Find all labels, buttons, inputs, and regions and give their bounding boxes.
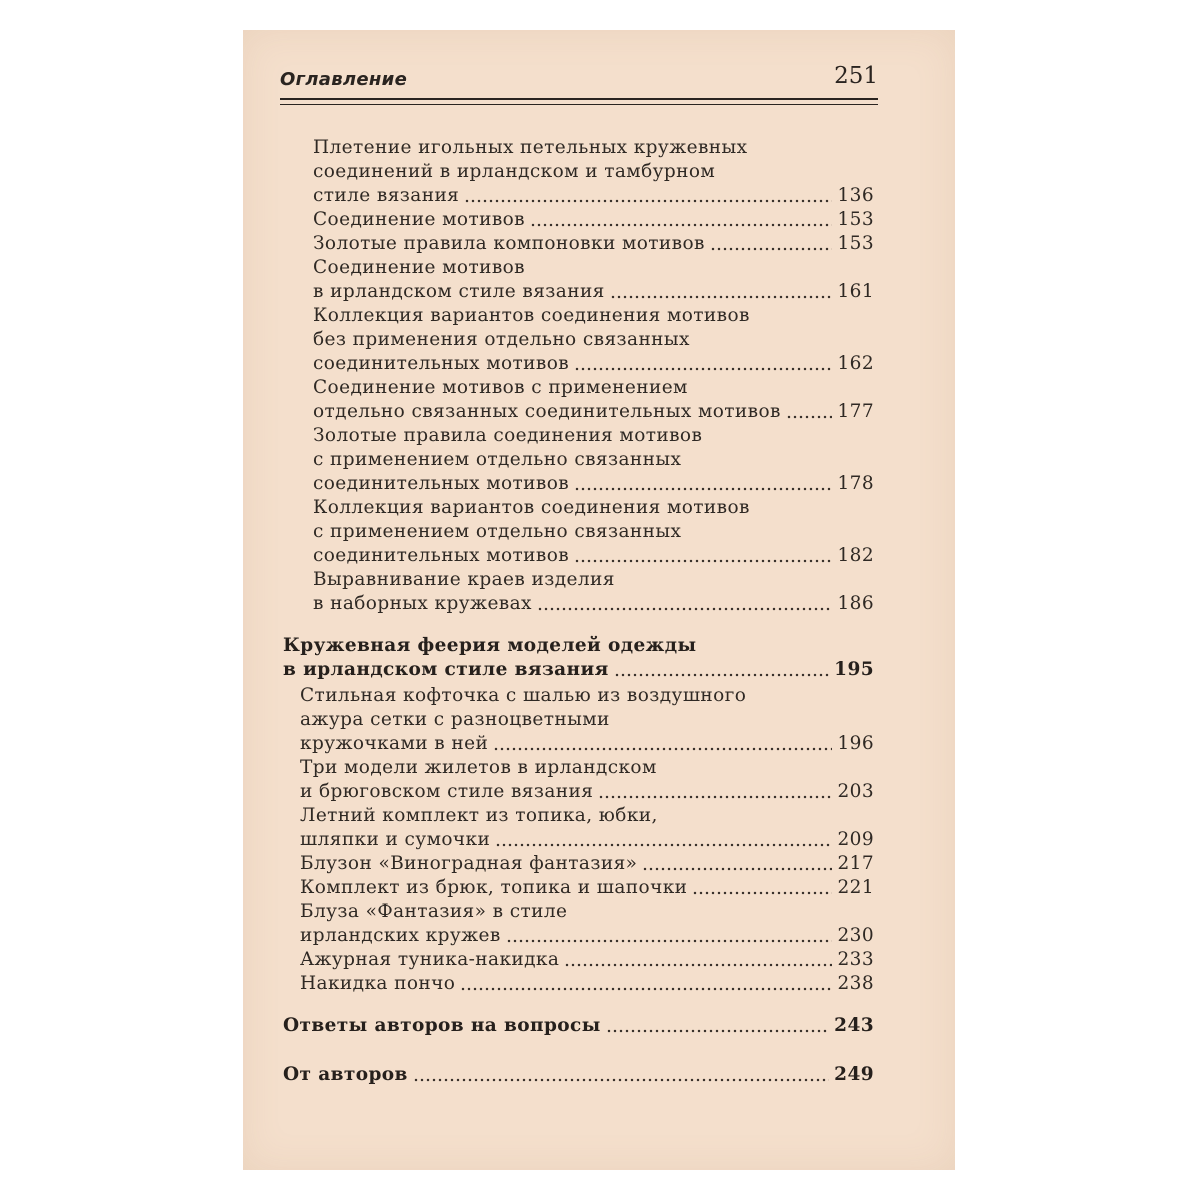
toc-entry-last-line — [313, 592, 874, 616]
toc-entry-last-line — [283, 1014, 874, 1038]
toc-page-number: 238 — [837, 973, 874, 994]
toc-entry-line: с применением отдельно связанных — [313, 521, 682, 542]
toc-entry-title: соединительных мотивов — [313, 353, 570, 374]
table-of-contents — [243, 30, 955, 1170]
toc-entry-line: Выравнивание краев изделия — [313, 569, 615, 590]
toc-entry-line: Стильная кофточка с шалью из воздушного — [300, 685, 747, 706]
toc-entry-last-line — [313, 184, 874, 208]
toc-page-number: 243 — [834, 1015, 874, 1036]
toc-page-number: 178 — [837, 473, 874, 494]
toc-entry-title: стиле вязания — [313, 185, 460, 206]
dot-leader — [537, 607, 833, 611]
running-title: Оглавление — [280, 69, 408, 90]
toc-page-number: 249 — [834, 1064, 874, 1085]
toc-entry — [300, 876, 874, 900]
toc-page-number: 177 — [837, 401, 874, 422]
toc-entry-title: соединительных мотивов — [313, 545, 570, 566]
toc-entry-title: Блузон «Виноградная фантазия» — [300, 853, 638, 874]
toc-entry-title: От авторов — [283, 1064, 408, 1085]
toc-entry-title: в наборных кружевах — [313, 593, 532, 614]
dot-leader — [606, 1029, 830, 1033]
toc-entry-line: Золотые правила соединения мотивов — [313, 425, 703, 446]
toc-entry-last-line — [283, 1063, 874, 1087]
toc-entry-title: в ирландском стиле вязания — [283, 659, 609, 680]
dot-leader — [574, 367, 832, 371]
toc-entry-line: Кружевная феерия моделей одежды — [283, 635, 697, 656]
toc-page-number: 161 — [837, 281, 874, 302]
toc-entry — [283, 634, 874, 682]
toc-entry-title: в ирландском стиле вязания — [313, 281, 605, 302]
dot-leader — [692, 891, 832, 895]
toc-entry-title: отдельно связанных соединительных мотивов — [313, 401, 781, 422]
toc-entry — [313, 376, 874, 424]
toc-entry-title: кружочками в ней — [300, 733, 489, 754]
toc-page-number: 230 — [837, 925, 874, 946]
dot-leader — [710, 247, 833, 251]
toc-entry — [313, 232, 874, 256]
toc-entry-title: Комплект из брюк, топика и шапочки — [300, 877, 688, 898]
book-page — [243, 30, 955, 1170]
dot-leader — [598, 795, 832, 799]
toc-entry — [300, 948, 874, 972]
toc-entry-title: Ответы авторов на вопросы — [283, 1015, 601, 1036]
toc-entry-line: соединений в ирландском и тамбурном — [313, 161, 716, 182]
toc-page-number: 162 — [837, 353, 874, 374]
toc-entry-title: соединительных мотивов — [313, 473, 570, 494]
dot-leader — [460, 987, 832, 991]
toc-entry-line: без применения отдельно связанных — [313, 329, 690, 350]
toc-entry-line: Коллекция вариантов соединения мотивов — [313, 497, 750, 518]
toc-entry-title: Ажурная туника-накидка — [300, 949, 560, 970]
toc-entry-last-line — [283, 658, 874, 682]
toc-page-number: 196 — [837, 733, 874, 754]
dot-leader — [413, 1078, 829, 1082]
toc-entry — [283, 1063, 874, 1087]
toc-page-number: 217 — [837, 853, 874, 874]
dot-leader — [493, 747, 832, 751]
dot-leader — [642, 867, 832, 871]
toc-entry-last-line — [313, 208, 874, 232]
toc-entry-last-line — [313, 232, 874, 256]
toc-entry-title: Золотые правила компоновки мотивов — [313, 233, 705, 254]
toc-entry-title: Накидка пончо — [300, 973, 456, 994]
page-number: 251 — [834, 63, 878, 89]
dot-leader — [530, 223, 832, 227]
toc-entry — [313, 208, 874, 232]
toc-entry-last-line — [313, 400, 874, 424]
toc-entry-last-line — [300, 852, 874, 876]
toc-page-number: 209 — [837, 829, 874, 850]
toc-entry — [300, 900, 874, 948]
toc-entry-line: с применением отдельно связанных — [313, 449, 682, 470]
toc-page-number: 203 — [837, 781, 874, 802]
toc-page-number: 221 — [837, 877, 874, 898]
toc-entry — [300, 972, 874, 996]
dot-leader — [574, 559, 832, 563]
toc-entry-title: шляпки и сумочки — [300, 829, 491, 850]
toc-entry-last-line — [313, 544, 874, 568]
toc-page-number: 186 — [837, 593, 874, 614]
toc-entry — [300, 804, 874, 852]
toc-entry — [300, 684, 874, 756]
toc-entry — [313, 424, 874, 496]
toc-entry-last-line — [300, 948, 874, 972]
toc-entry-last-line — [300, 876, 874, 900]
toc-entry-last-line — [313, 472, 874, 496]
toc-entry-title: ирландских кружев — [300, 925, 501, 946]
dot-leader — [610, 295, 833, 299]
toc-page-number: 136 — [837, 185, 874, 206]
toc-entry-last-line — [313, 352, 874, 376]
toc-page-number: 233 — [837, 949, 874, 970]
toc-entry-last-line — [300, 732, 874, 756]
toc-entry-line: ажура сетки с разноцветными — [300, 709, 610, 730]
toc-page-number: 153 — [837, 209, 874, 230]
dot-leader — [786, 415, 833, 419]
dot-leader — [564, 963, 832, 967]
toc-entry — [313, 304, 874, 376]
toc-page-number: 195 — [834, 659, 874, 680]
toc-entry-line: Летний комплект из топика, юбки, — [300, 805, 658, 826]
toc-entry — [313, 136, 874, 208]
dot-leader — [464, 199, 832, 203]
toc-page-number: 182 — [837, 545, 874, 566]
toc-entry — [313, 256, 874, 304]
toc-entry — [300, 756, 874, 804]
toc-entry-last-line — [300, 828, 874, 852]
toc-entry-line: Соединение мотивов — [313, 257, 525, 278]
toc-entry-last-line — [300, 924, 874, 948]
toc-entry-line: Три модели жилетов в ирландском — [300, 757, 657, 778]
toc-entry — [283, 1014, 874, 1038]
toc-entry-line: Плетение игольных петельных кружевных — [313, 137, 748, 158]
toc-entry-line: Соединение мотивов с применением — [313, 377, 688, 398]
toc-entry — [313, 496, 874, 568]
dot-leader — [614, 673, 829, 677]
toc-entry-last-line — [300, 972, 874, 996]
dot-leader — [495, 843, 832, 847]
toc-entry-line: Блуза «Фантазия» в стиле — [300, 901, 568, 922]
dot-leader — [506, 939, 833, 943]
toc-entry — [300, 852, 874, 876]
toc-entry-title: Соединение мотивов — [313, 209, 525, 230]
toc-entry-line: Коллекция вариантов соединения мотивов — [313, 305, 750, 326]
dot-leader — [574, 487, 832, 491]
toc-entry — [313, 568, 874, 616]
toc-entry-last-line — [313, 280, 874, 304]
toc-entry-last-line — [300, 780, 874, 804]
toc-page-number: 153 — [837, 233, 874, 254]
toc-entry-title: и брюговском стиле вязания — [300, 781, 594, 802]
